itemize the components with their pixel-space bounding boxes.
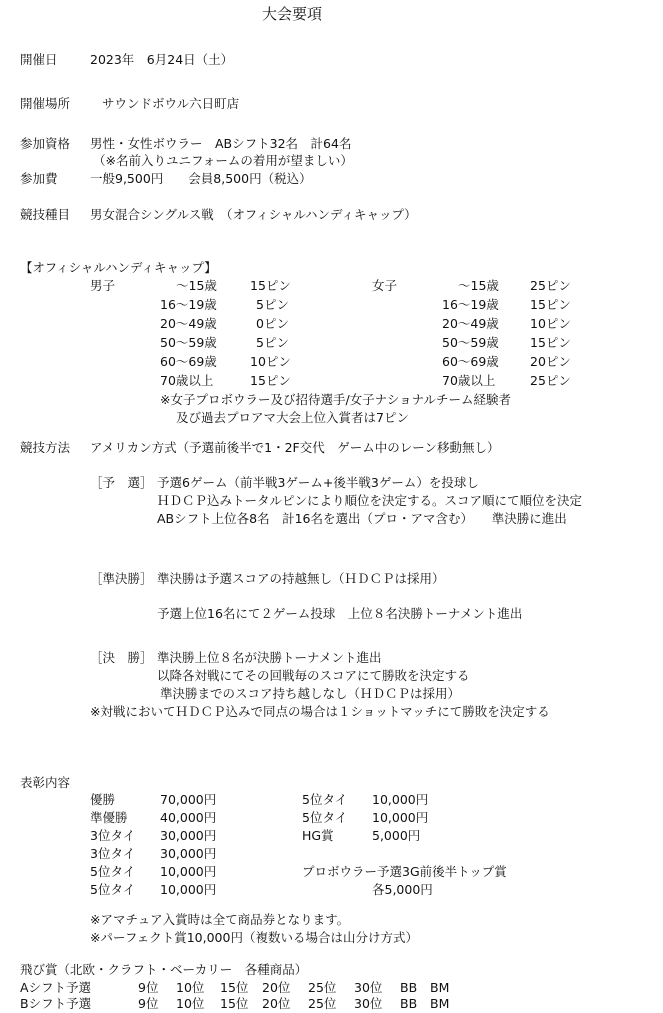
- tobi-row-label: Bシフト予選: [20, 996, 92, 1011]
- semi-tag: ［準決勝］: [90, 571, 153, 586]
- tobi-place: 20位: [262, 980, 291, 995]
- semi-line: 準決勝は予選スコアの持越無し（ＨＤＣＰは採用）: [157, 571, 445, 586]
- tobi-place: BB: [400, 996, 418, 1011]
- female-age: 50～59歳: [442, 335, 499, 350]
- male-pins: 15ピン: [250, 278, 291, 293]
- tobi-place: 15位: [220, 980, 249, 995]
- qualify-line: 予選6ゲーム（前半戦3ゲーム+後半戦3ゲーム）を投球し: [157, 475, 479, 490]
- method-label: 競技方法: [20, 440, 71, 455]
- male-pins: 10ピン: [250, 354, 291, 369]
- male-pins: 15ピン: [250, 373, 291, 388]
- male-age: ～15歳: [176, 278, 217, 293]
- eligibility-label: 参加資格: [20, 136, 71, 151]
- tobi-place: 25位: [308, 996, 337, 1011]
- qualify-line: ABシフト上位各8名 計16名を選出（プロ・アマ含む） 準決勝に進出: [157, 511, 567, 526]
- method-value: アメリカン方式（予選前後半で1・2F交代 ゲーム中のレーン移動無し）: [90, 440, 500, 455]
- award-place: 優勝: [90, 792, 116, 807]
- female-label: 女子: [372, 278, 398, 293]
- awards-note: ※パーフェクト賞10,000円（複数いる場合は山分け方式）: [90, 930, 418, 945]
- award-prize: 10,000円: [372, 810, 429, 825]
- eligibility-note: （※名前入りユニフォームの着用が望ましい）: [93, 153, 353, 168]
- tobi-place: 20位: [262, 996, 291, 1011]
- tobi-place: BM: [430, 996, 450, 1011]
- tobi-place: 9位: [138, 996, 159, 1011]
- award-prize: 30,000円: [160, 846, 217, 861]
- pro-prize: プロボウラー予選3G前後半トップ賞: [302, 864, 507, 879]
- category-value: 男女混合シングルス戦 （オフィシャルハンディキャップ）: [90, 207, 417, 222]
- award-place: 3位タイ: [90, 846, 136, 861]
- award-place: 5位タイ: [90, 864, 136, 879]
- tobi-place: BB: [400, 980, 418, 995]
- female-age: 20～49歳: [442, 316, 499, 331]
- female-pins: 25ピン: [530, 278, 571, 293]
- final-line: 以降各対戦にてその回戦毎のスコアにて勝敗を決定する: [157, 668, 470, 683]
- award-prize: 10,000円: [372, 792, 429, 807]
- qualify-tag: ［予 選］: [90, 475, 153, 490]
- award-place: HG賞: [302, 828, 334, 843]
- handicap-note: 及び過去プロアマ大会上位入賞者は7ピン: [176, 410, 409, 425]
- tobi-place: 25位: [308, 980, 337, 995]
- eligibility-value: 男性・女性ボウラー ABシフト32名 計64名: [90, 136, 352, 151]
- date-label: 開催日: [20, 52, 58, 67]
- male-age: 16～19歳: [160, 297, 217, 312]
- tie-note: ※対戦においてＨＤＣＰ込みで同点の場合は１ショットマッチにて勝敗を決定する: [90, 704, 550, 719]
- female-age: 16～19歳: [442, 297, 499, 312]
- qualify-line: ＨＤＣＰ込みトータルピンにより順位を決定する。スコア順にて順位を決定: [157, 493, 583, 508]
- award-place: 5位タイ: [302, 792, 348, 807]
- male-age: 20～49歳: [160, 316, 217, 331]
- tobi-place: 30位: [354, 980, 383, 995]
- tobi-place: 30位: [354, 996, 383, 1011]
- venue-label: 開催場所: [20, 96, 71, 111]
- award-prize: 5,000円: [372, 828, 421, 843]
- tobi-row-label: Aシフト予選: [20, 980, 92, 995]
- final-tag: ［決 勝］: [90, 650, 153, 665]
- pro-prize-amount: 各5,000円: [372, 882, 433, 897]
- male-label: 男子: [90, 278, 116, 293]
- awards-label: 表彰内容: [20, 775, 71, 790]
- female-pins: 15ピン: [530, 335, 571, 350]
- female-age: 60～69歳: [442, 354, 499, 369]
- award-place: 5位タイ: [302, 810, 348, 825]
- female-age: 70歳以上: [442, 373, 496, 388]
- female-pins: 25ピン: [530, 373, 571, 388]
- award-prize: 10,000円: [160, 864, 217, 879]
- handicap-heading: 【オフィシャルハンディキャップ】: [20, 260, 217, 275]
- male-age: 60～69歳: [160, 354, 217, 369]
- award-place: 3位タイ: [90, 828, 136, 843]
- venue-value: サウンドボウル六日町店: [102, 96, 240, 111]
- fee-value: 一般9,500円 会員8,500円（税込）: [90, 171, 312, 186]
- handicap-note: ※女子プロボウラー及び招待選手/女子ナショナルチーム経験者: [160, 392, 512, 407]
- award-prize: 70,000円: [160, 792, 217, 807]
- final-line: 準決勝までのスコア持ち越しなし（ＨＤＣＰは採用）: [160, 686, 461, 701]
- male-pins: 5ピン: [256, 297, 289, 312]
- date-value: 2023年 6月24日（土）: [90, 52, 234, 67]
- male-age: 70歳以上: [160, 373, 214, 388]
- award-prize: 40,000円: [160, 810, 217, 825]
- category-label: 競技種目: [20, 207, 71, 222]
- tobi-heading: 飛び賞（北欧・クラフト・ベーカリー 各種商品）: [20, 962, 308, 977]
- female-pins: 10ピン: [530, 316, 571, 331]
- female-age: ～15歳: [458, 278, 499, 293]
- tobi-place: 10位: [176, 980, 205, 995]
- male-pins: 0ピン: [256, 316, 289, 331]
- female-pins: 20ピン: [530, 354, 571, 369]
- final-line: 準決勝上位８名が決勝トーナメント進出: [157, 650, 382, 665]
- tobi-place: 9位: [138, 980, 159, 995]
- award-prize: 30,000円: [160, 828, 217, 843]
- male-age: 50～59歳: [160, 335, 217, 350]
- page-title: 大会要項: [262, 5, 323, 23]
- award-place: 5位タイ: [90, 882, 136, 897]
- fee-label: 参加費: [20, 171, 58, 186]
- tobi-place: BM: [430, 980, 450, 995]
- award-place: 準優勝: [90, 810, 128, 825]
- tobi-place: 10位: [176, 996, 205, 1011]
- female-pins: 15ピン: [530, 297, 571, 312]
- semi-line: 予選上位16名にて２ゲーム投球 上位８名決勝トーナメント進出: [157, 606, 523, 621]
- awards-note: ※アマチュア入賞時は全て商品券となります。: [90, 912, 350, 927]
- male-pins: 5ピン: [256, 335, 289, 350]
- award-prize: 10,000円: [160, 882, 217, 897]
- tobi-place: 15位: [220, 996, 249, 1011]
